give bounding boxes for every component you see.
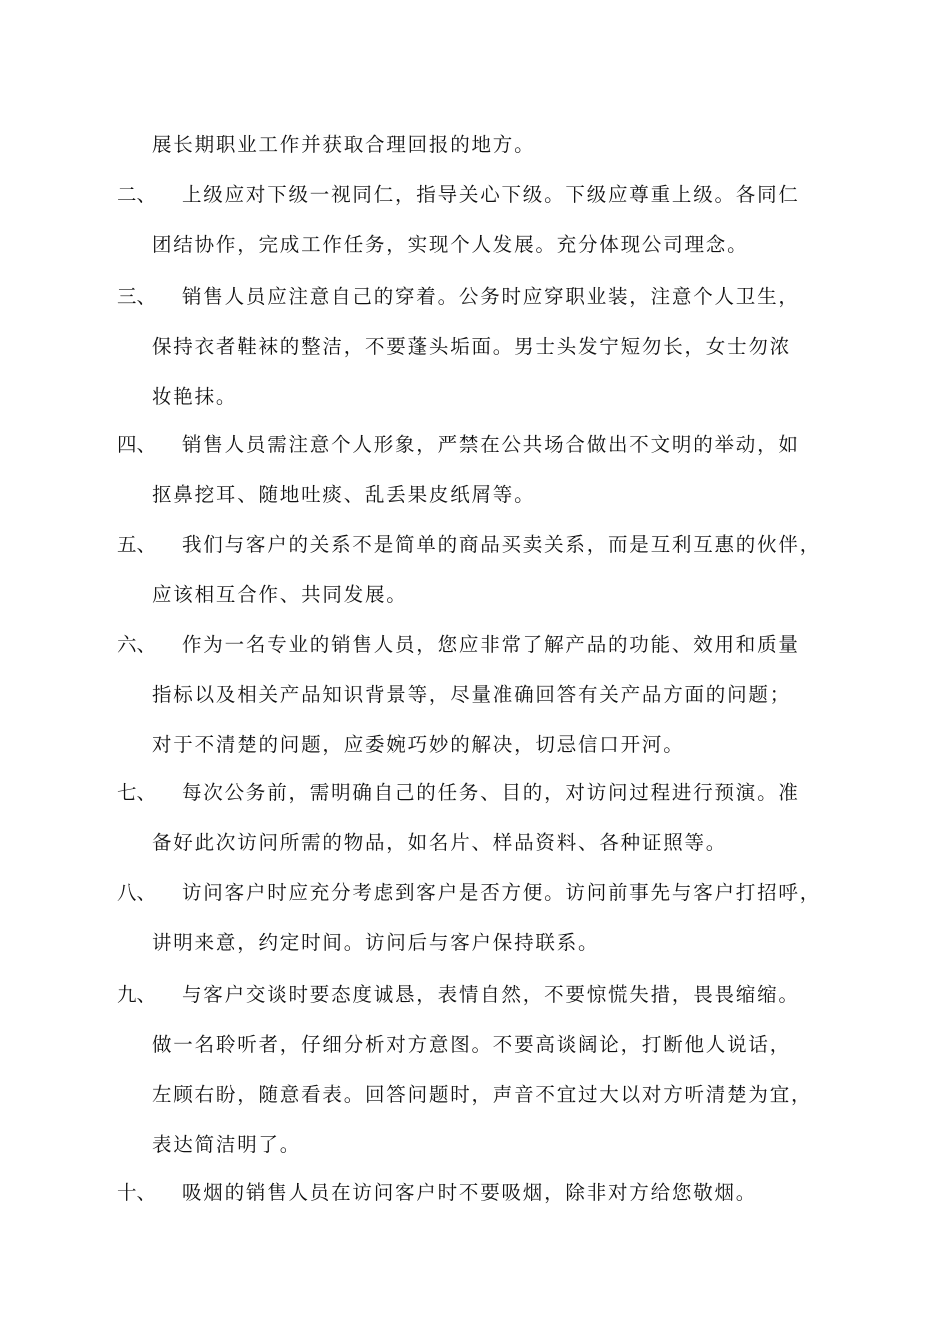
clause-line: 妆艳抹。 xyxy=(152,385,238,408)
clause-line: 保持衣者鞋袜的整洁，不要蓬头垢面。男士头发宁短勿长，女士勿浓 xyxy=(152,335,792,358)
clause-number: 三、 xyxy=(117,285,157,308)
clause-line: 讲明来意，约定时间。访问后与客户保持联系。 xyxy=(152,931,600,954)
clause-line: 作为一名专业的销售人员，您应非常了解产品的功能、效用和质量 xyxy=(182,633,800,656)
clause-line: 销售人员应注意自己的穿着。公务时应穿职业装，注意个人卫生， xyxy=(182,285,800,308)
clause-number: 六、 xyxy=(117,633,157,656)
clause-line: 上级应对下级一视同仁，指导关心下级。下级应尊重上级。各同仁 xyxy=(182,183,800,206)
clause-line: 与客户交谈时要态度诚恳，表情自然，不要惊慌失措，畏畏缩缩。 xyxy=(182,983,800,1006)
clause-line: 备好此次访问所需的物品，如名片、样品资料、各种证照等。 xyxy=(152,831,728,854)
clause-number: 七、 xyxy=(117,781,157,804)
clause-number: 二、 xyxy=(117,183,157,206)
clause-line: 访问客户时应充分考虑到客户是否方便。访问前事先与客户打招呼， xyxy=(182,881,822,904)
clause-line: 对于不清楚的问题，应委婉巧妙的解决，切忌信口开河。 xyxy=(152,733,685,756)
clause-number: 八、 xyxy=(117,881,157,904)
continuation-line: 展长期职业工作并获取合理回报的地方。 xyxy=(152,133,536,156)
clause-number: 五、 xyxy=(117,533,157,556)
clause-line: 左顾右盼，随意看表。回答问题时，声音不宜过大以对方听清楚为宜， xyxy=(152,1083,813,1106)
clause-line: 抠鼻挖耳、随地吐痰、乱丢果皮纸屑等。 xyxy=(152,483,536,506)
clause-line: 我们与客户的关系不是简单的商品买卖关系，而是互利互惠的伙伴， xyxy=(182,533,822,556)
clause-line: 应该相互合作、共同发展。 xyxy=(152,583,408,606)
clause-line: 销售人员需注意个人形象，严禁在公共场合做出不文明的举动，如 xyxy=(182,433,800,456)
clause-line: 每次公务前，需明确自己的任务、目的，对访问过程进行预演。准 xyxy=(182,781,800,804)
clause-line: 做一名聆听者，仔细分析对方意图。不要高谈阔论，打断他人说话， xyxy=(152,1033,792,1056)
clause-number: 四、 xyxy=(117,433,157,456)
clause-line: 团结协作，完成工作任务，实现个人发展。充分体现公司理念。 xyxy=(152,233,749,256)
clause-number: 十、 xyxy=(117,1181,157,1204)
clause-number: 九、 xyxy=(117,983,157,1006)
clause-line: 吸烟的销售人员在访问客户时不要吸烟，除非对方给您敬烟。 xyxy=(182,1181,758,1204)
clause-line: 指标以及相关产品知识背景等，尽量准确回答有关产品方面的问题； xyxy=(152,683,792,706)
clause-line: 表达简洁明了。 xyxy=(152,1133,302,1156)
